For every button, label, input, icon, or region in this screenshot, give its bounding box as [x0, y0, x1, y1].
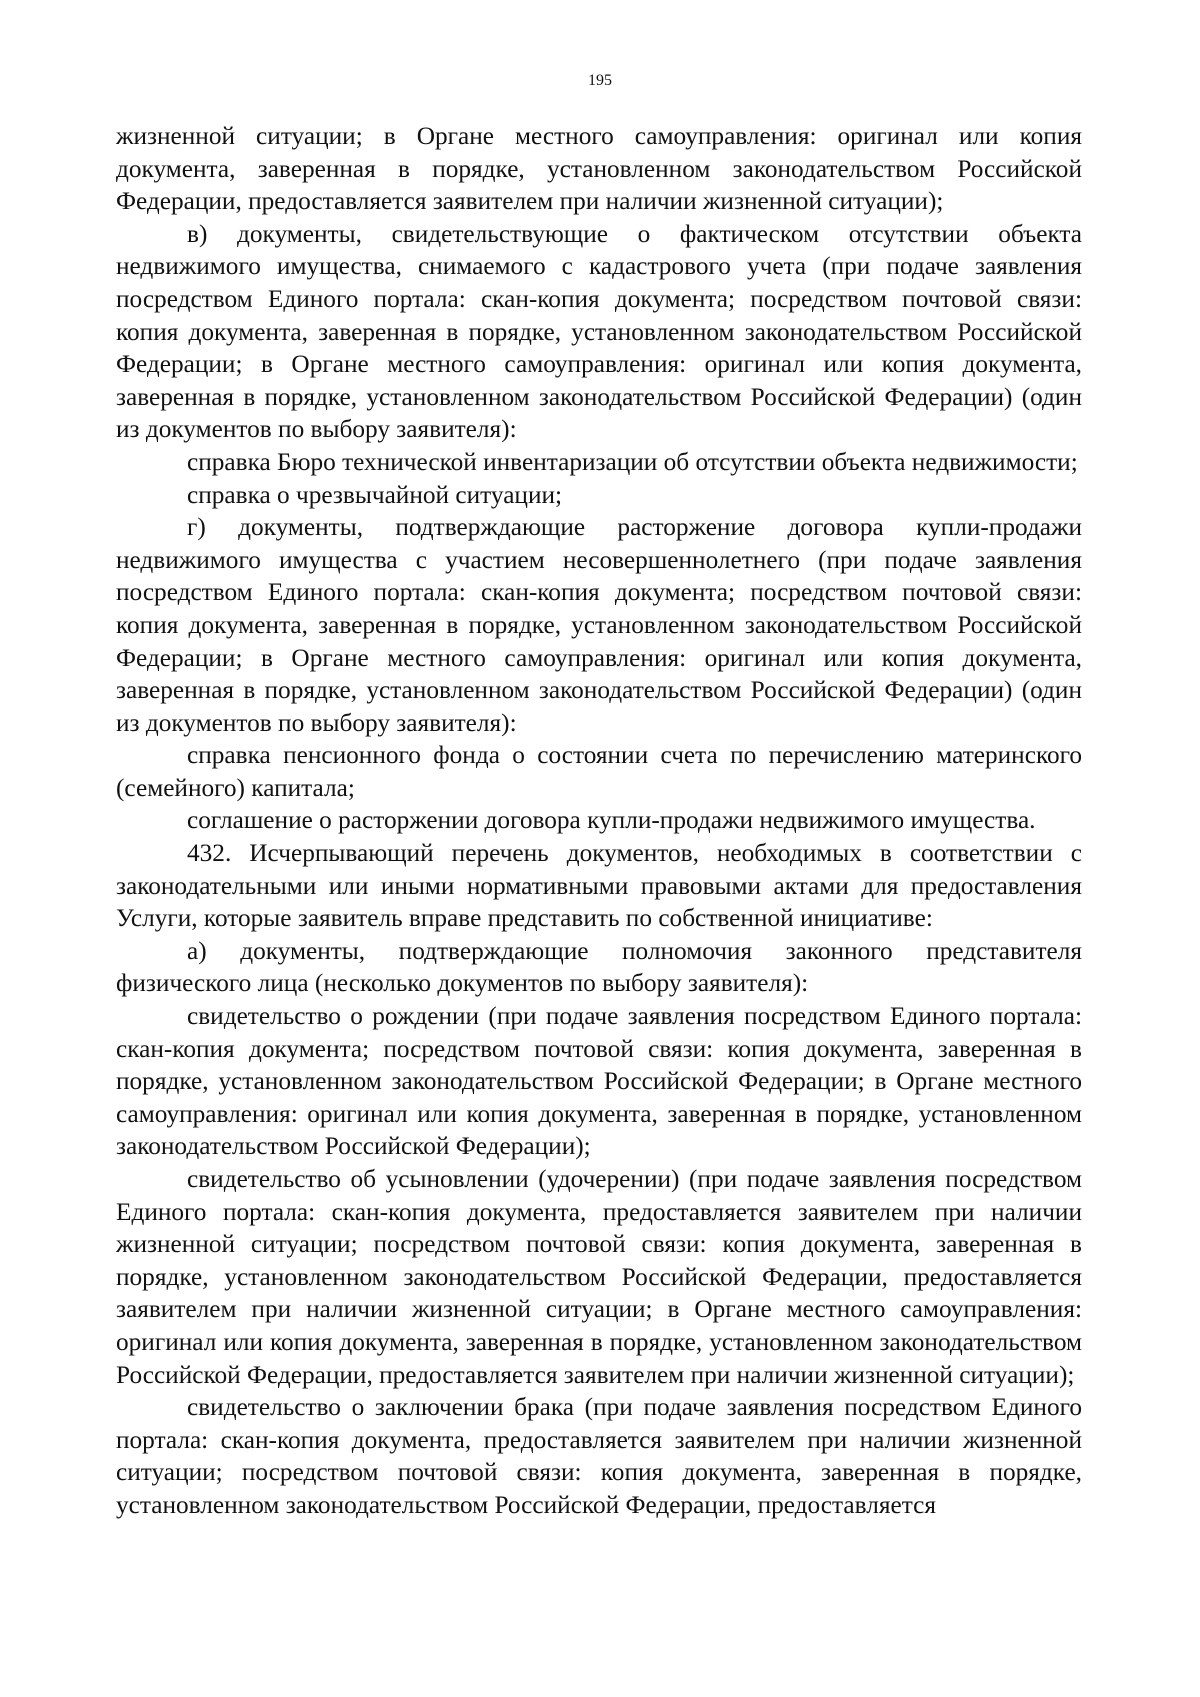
- paragraph: а) документы, подтверждающие полномочия законного представителя физического лица (несколько документов по выбору заявителя):: [116, 936, 1082, 998]
- paragraph: справка о чрезвычайной ситуации;: [187, 480, 563, 509]
- paragraph: справка пенсионного фонда о состоянии счета по перечислению материнского (семейного) капитала;: [116, 741, 1082, 802]
- paragraph: в) документы, свидетельствующие о фактическом отсутствии объекта недвижимого имущества, снимаемого с кадастрового учета (при подаче заявления посредством Единого портала: скан-копия документа; посредством почтовой связи: копия документа, заверенная в порядке, установленном законодательством Российской Федерации; в Органе местного самоуправления: оригинал или копия документа, заверенная в порядке, установленном законодательством Российской Федерации) (один из документов по выбору заявителя):: [116, 219, 1082, 444]
- document-body: [116, 120, 1082, 1522]
- paragraph: справка Бюро технической инвентаризации об отсутствии объекта недвижимости;: [187, 447, 1078, 476]
- paragraph: соглашение о расторжении договора купли-продажи недвижимого имущества.: [187, 806, 1036, 835]
- page-number: 195: [588, 72, 612, 89]
- paragraph: свидетельство об усыновлении (удочерении) (при подаче заявления посредством Единого портала: скан-копия документа, предоставляется заявителем при наличии жизненной ситуации; посредством почтовой связи: копия документа, заверенная в порядке, установленном законодательством Российской Федерации, предоставляется заявителем при наличии жизненной ситуации; в Органе местного самоуправления: оригинал или копия документа, заверенная в порядке, установленном законодательством Российской Федерации, предоставляется заявителем при наличии жизненной ситуации);: [116, 1165, 1082, 1389]
- paragraph: жизненной ситуации; в Органе местного самоуправления: оригинал или копия документа, заверенная в порядке, установленном законодательством Российской Федерации, предоставляется заявителем при наличии жизненной ситуации);: [116, 122, 1082, 216]
- paragraph: 432. Исчерпывающий перечень документов, необходимых в соответствии с законодательными или иными нормативными правовыми актами для предоставления Услуги, которые заявитель вправе представить по собственной инициативе:: [116, 839, 1082, 933]
- paragraph: свидетельство о рождении (при подаче заявления посредством Единого портала: скан-копия документа; посредством почтовой связи: копия документа, заверенная в порядке, установленном законодательством Российской Федерации; в Органе местного самоуправления: оригинал или копия документа, заверенная в порядке, установленном законодательством Российской Федерации);: [116, 1002, 1082, 1161]
- paragraph: свидетельство о заключении брака (при подаче заявления посредством Единого портала: скан-копия документа, предоставляется заявителем при наличии жизненной ситуации; посредством почтовой связи: копия документа, заверенная в порядке, установленном законодательством Российской Федерации, предоставляется: [116, 1393, 1082, 1519]
- paragraph: г) документы, подтверждающие расторжение договора купли-продажи недвижимого имущества с участием несовершеннолетнего (при подаче заявления посредством Единого портала: скан-копия документа; посредством почтовой связи: копия документа, заверенная в порядке, установленном законодательством Российской Федерации; в Органе местного самоуправления: оригинал или копия документа, заверенная в порядке, установленном законодательством Российской Федерации) (один из документов по выбору заявителя):: [116, 513, 1082, 737]
